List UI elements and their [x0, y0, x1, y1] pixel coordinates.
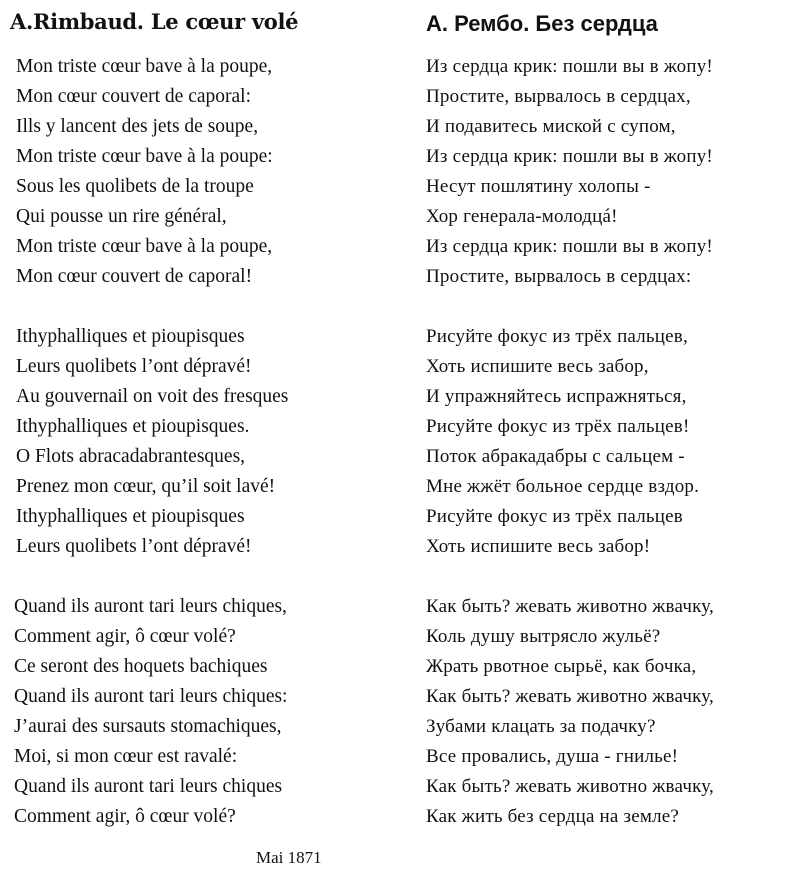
poem-line: Sous les quolibets de la troupe: [16, 176, 254, 197]
poem-line: Как быть? жевать животно жвачку,: [426, 596, 715, 617]
poem-line: Все провались, душа - гнилье!: [426, 746, 679, 767]
poem-line: Жрать рвотное сырьё, как бочка,: [426, 656, 697, 677]
poem-line: Хоть испишите весь забор,: [426, 356, 649, 377]
poem-line: И подавитесь миской с супом,: [426, 116, 676, 137]
poem-line: Mon triste cœur bave à la poupe:: [16, 146, 273, 167]
poem-line: Хоть испишите весь забор!: [426, 536, 651, 557]
poem-line: Несут пошлятину холопы -: [426, 176, 651, 197]
poem-line: Простите, вырвалось в сердцах:: [426, 266, 692, 287]
russian-stanza-3: [426, 592, 714, 832]
french-stanza-1: [16, 52, 273, 292]
poem-date: Mai 1871: [256, 848, 322, 867]
french-poem-title: A.Rimbaud. Le cœur volé: [10, 9, 299, 34]
poem-line: Простите, вырвалось в сердцах,: [426, 86, 691, 107]
poem-line: Prenez mon cœur, qu’il soit lavé!: [16, 476, 276, 497]
poem-line: Рисуйте фокус из трёх пальцев: [426, 506, 683, 527]
poem-line: Mon cœur couvert de caporal!: [16, 266, 253, 287]
poem-line: Мне жжёт больное сердце вздор.: [426, 476, 700, 497]
poem-line: Mon cœur couvert de caporal:: [16, 86, 251, 107]
poem-line: Mon triste cœur bave à la poupe,: [16, 56, 273, 77]
poem-line: Из сердца крик: пошли вы в жопу!: [426, 236, 713, 257]
poem-line: Comment agir, ô cœur volé?: [14, 626, 236, 647]
poem-line: Как жить без сердца на земле?: [426, 806, 680, 827]
poem-line: Comment agir, ô cœur volé?: [14, 806, 236, 827]
poem-line: И упражняйтесь испражняться,: [426, 386, 687, 407]
poem-line: Qui pousse un rire général,: [16, 206, 227, 227]
poem-line: Как быть? жевать животно жвачку,: [426, 776, 715, 797]
poem-line: Рисуйте фокус из трёх пальцев!: [426, 416, 690, 437]
poem-line: Хор генерала-молодцá!: [426, 206, 618, 227]
poem-line: Коль душу вытрясло жульё?: [426, 626, 661, 647]
poem-line: Ithyphalliques et pioupisques: [16, 506, 245, 527]
russian-stanza-2: [426, 322, 699, 562]
poem-line: Leurs quolibets l’ont dépravé!: [16, 356, 252, 377]
poem-line: Рисуйте фокус из трёх пальцев,: [426, 326, 688, 347]
poem-line: Quand ils auront tari leurs chiques,: [14, 596, 287, 617]
french-stanza-2: [16, 322, 288, 562]
poem-line: J’aurai des sursauts stomachiques,: [14, 716, 282, 737]
poem-line: Mon triste cœur bave à la poupe,: [16, 236, 273, 257]
poem-line: Ce seront des hoquets bachiques: [14, 656, 268, 677]
poem-line: Из сердца крик: пошли вы в жопу!: [426, 146, 713, 167]
poem-line: Ithyphalliques et pioupisques.: [16, 416, 250, 437]
poem-line: Как быть? жевать животно жвачку,: [426, 686, 715, 707]
poem-line: Au gouvernail on voit des fresques: [16, 386, 289, 407]
russian-stanza-1: [426, 52, 713, 292]
poem-line: Moi, si mon cœur est ravalé:: [14, 746, 238, 767]
russian-poem-title: А. Рембо. Без сердца: [426, 11, 658, 36]
french-stanza-3: [14, 592, 287, 832]
poem-line: Quand ils auront tari leurs chiques: [14, 776, 283, 797]
poem-line: Leurs quolibets l’ont dépravé!: [16, 536, 252, 557]
poem-line: Поток абракадабры с сальцем -: [426, 446, 685, 467]
poem-line: O Flots abracadabrantesques,: [16, 446, 246, 467]
poem-line: Зубами клацать за подачку?: [426, 716, 656, 737]
poem-line: Quand ils auront tari leurs chiques:: [14, 686, 288, 707]
poem-line: Из сердца крик: пошли вы в жопу!: [426, 56, 713, 77]
poem-line: Ills y lancent des jets de soupe,: [16, 116, 259, 137]
poem-line: Ithyphalliques et pioupisques: [16, 326, 245, 347]
